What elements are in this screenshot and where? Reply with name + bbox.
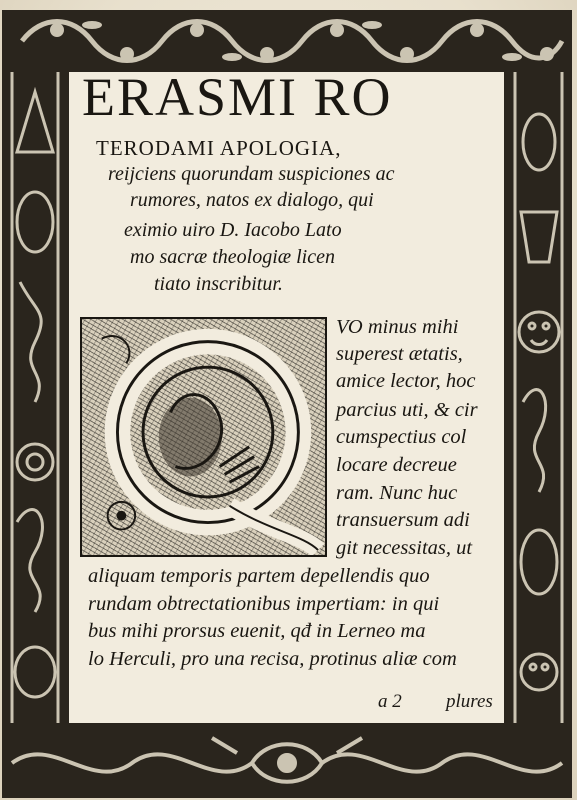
- body-line: locare decreue: [336, 454, 457, 476]
- body-line: git necessitas, ut: [336, 537, 473, 559]
- top-border-ornament-icon: [2, 10, 572, 72]
- subtitle-line: mo sacræ theologiæ licen: [130, 246, 335, 268]
- catchword: plures: [446, 691, 493, 712]
- body-line: aliquam temporis partem depellendis quo: [88, 565, 430, 587]
- body-line: cumspectius col: [336, 426, 467, 448]
- woodcut-initial-Q-icon: [80, 317, 327, 557]
- bottom-border-ornament-icon: [2, 723, 572, 798]
- body-line: bus mihi prorsus euenit, qđ in Lerneo ma: [88, 620, 426, 642]
- signature-mark: a 2: [378, 691, 402, 712]
- body-line: amice lector, hoc: [336, 370, 476, 392]
- subtitle-line: reijciens quorundam suspiciones ac: [108, 163, 395, 185]
- title-line-1: ERASMI RO: [82, 67, 393, 127]
- body-line: rundam obtrectationibus impertiam: in qui: [88, 593, 440, 615]
- body-line: VO minus mihi: [336, 316, 459, 338]
- subtitle-line: eximio uiro D. Iacobo Lato: [124, 219, 342, 241]
- body-line: lo Herculi, pro una recisa, protinus aliæ com: [88, 648, 457, 670]
- body-line: ram. Nunc huc: [336, 482, 458, 504]
- body-line: parcius uti, & cir: [336, 399, 478, 421]
- body-line: transuersum adi: [336, 509, 470, 531]
- subtitle-line: rumores, natos ex dialogo, qui: [130, 189, 374, 211]
- right-border-ornament-icon: [505, 72, 572, 723]
- left-border-ornament-icon: [2, 72, 68, 723]
- body-line: superest ætatis,: [336, 343, 463, 365]
- subtitle-line: tiato inscribitur.: [154, 273, 283, 295]
- title-line-2: TERODAMI APOLOGIA,: [96, 136, 342, 160]
